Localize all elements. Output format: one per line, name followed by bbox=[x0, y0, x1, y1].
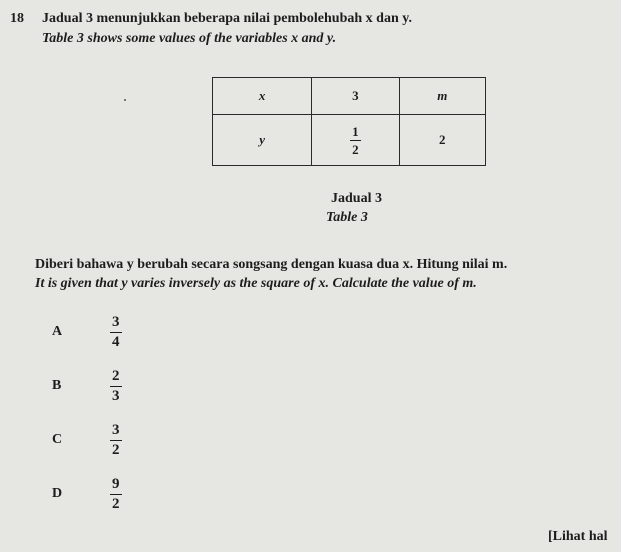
option-fraction bbox=[110, 369, 122, 404]
table-row bbox=[213, 78, 486, 115]
question-text-english: Table 3 shows some values of the variables x and y. bbox=[42, 31, 337, 46]
option-b[interactable] bbox=[52, 364, 122, 408]
option-letter: B bbox=[52, 378, 62, 393]
fraction-numerator: 1 bbox=[352, 123, 359, 139]
fraction bbox=[350, 125, 361, 156]
option-fraction bbox=[110, 423, 122, 458]
values-table bbox=[212, 77, 486, 166]
stem-malay: Diberi bahawa y berubah secara songsang dengan kuasa dua x. Hitung nilai m. bbox=[35, 257, 508, 272]
fraction-denominator: 3 bbox=[112, 387, 120, 404]
table-caption-english: Table 3 bbox=[326, 210, 368, 225]
option-d[interactable] bbox=[52, 472, 122, 516]
table-cell-y-label: y bbox=[213, 115, 312, 166]
option-letter: C bbox=[52, 432, 63, 447]
fraction-numerator: 3 bbox=[112, 313, 120, 330]
fraction-numerator: 3 bbox=[112, 421, 120, 438]
table-row bbox=[213, 115, 486, 166]
option-a[interactable] bbox=[52, 310, 122, 354]
fraction-denominator: 2 bbox=[112, 441, 120, 458]
stray-mark bbox=[124, 99, 126, 101]
option-fraction bbox=[110, 315, 122, 350]
table-cell-x-value: 3 bbox=[312, 78, 399, 115]
fraction-denominator: 4 bbox=[112, 333, 120, 350]
table-cell-x-label: x bbox=[213, 78, 312, 115]
table-cell-m: m bbox=[399, 78, 485, 115]
question-number: 18 bbox=[10, 11, 24, 26]
question-text-malay: Jadual 3 menunjukkan beberapa nilai pembolehubah x dan y. bbox=[42, 11, 412, 26]
option-letter: A bbox=[52, 324, 63, 339]
fraction-denominator: 2 bbox=[352, 141, 359, 157]
option-fraction bbox=[110, 477, 122, 512]
option-c[interactable] bbox=[52, 418, 122, 462]
fraction-denominator: 2 bbox=[112, 495, 120, 512]
table-cell-y-fraction bbox=[312, 115, 399, 166]
stem-english: It is given that y varies inversely as the square of x. Calculate the value of m. bbox=[35, 276, 477, 291]
fraction-numerator: 9 bbox=[112, 475, 120, 492]
page-turn-note: [Lihat hal bbox=[548, 529, 608, 544]
table-cell-y-value: 2 bbox=[399, 115, 485, 166]
fraction-numerator: 2 bbox=[112, 367, 120, 384]
option-letter: D bbox=[52, 486, 63, 501]
table-caption-malay: Jadual 3 bbox=[331, 191, 382, 206]
